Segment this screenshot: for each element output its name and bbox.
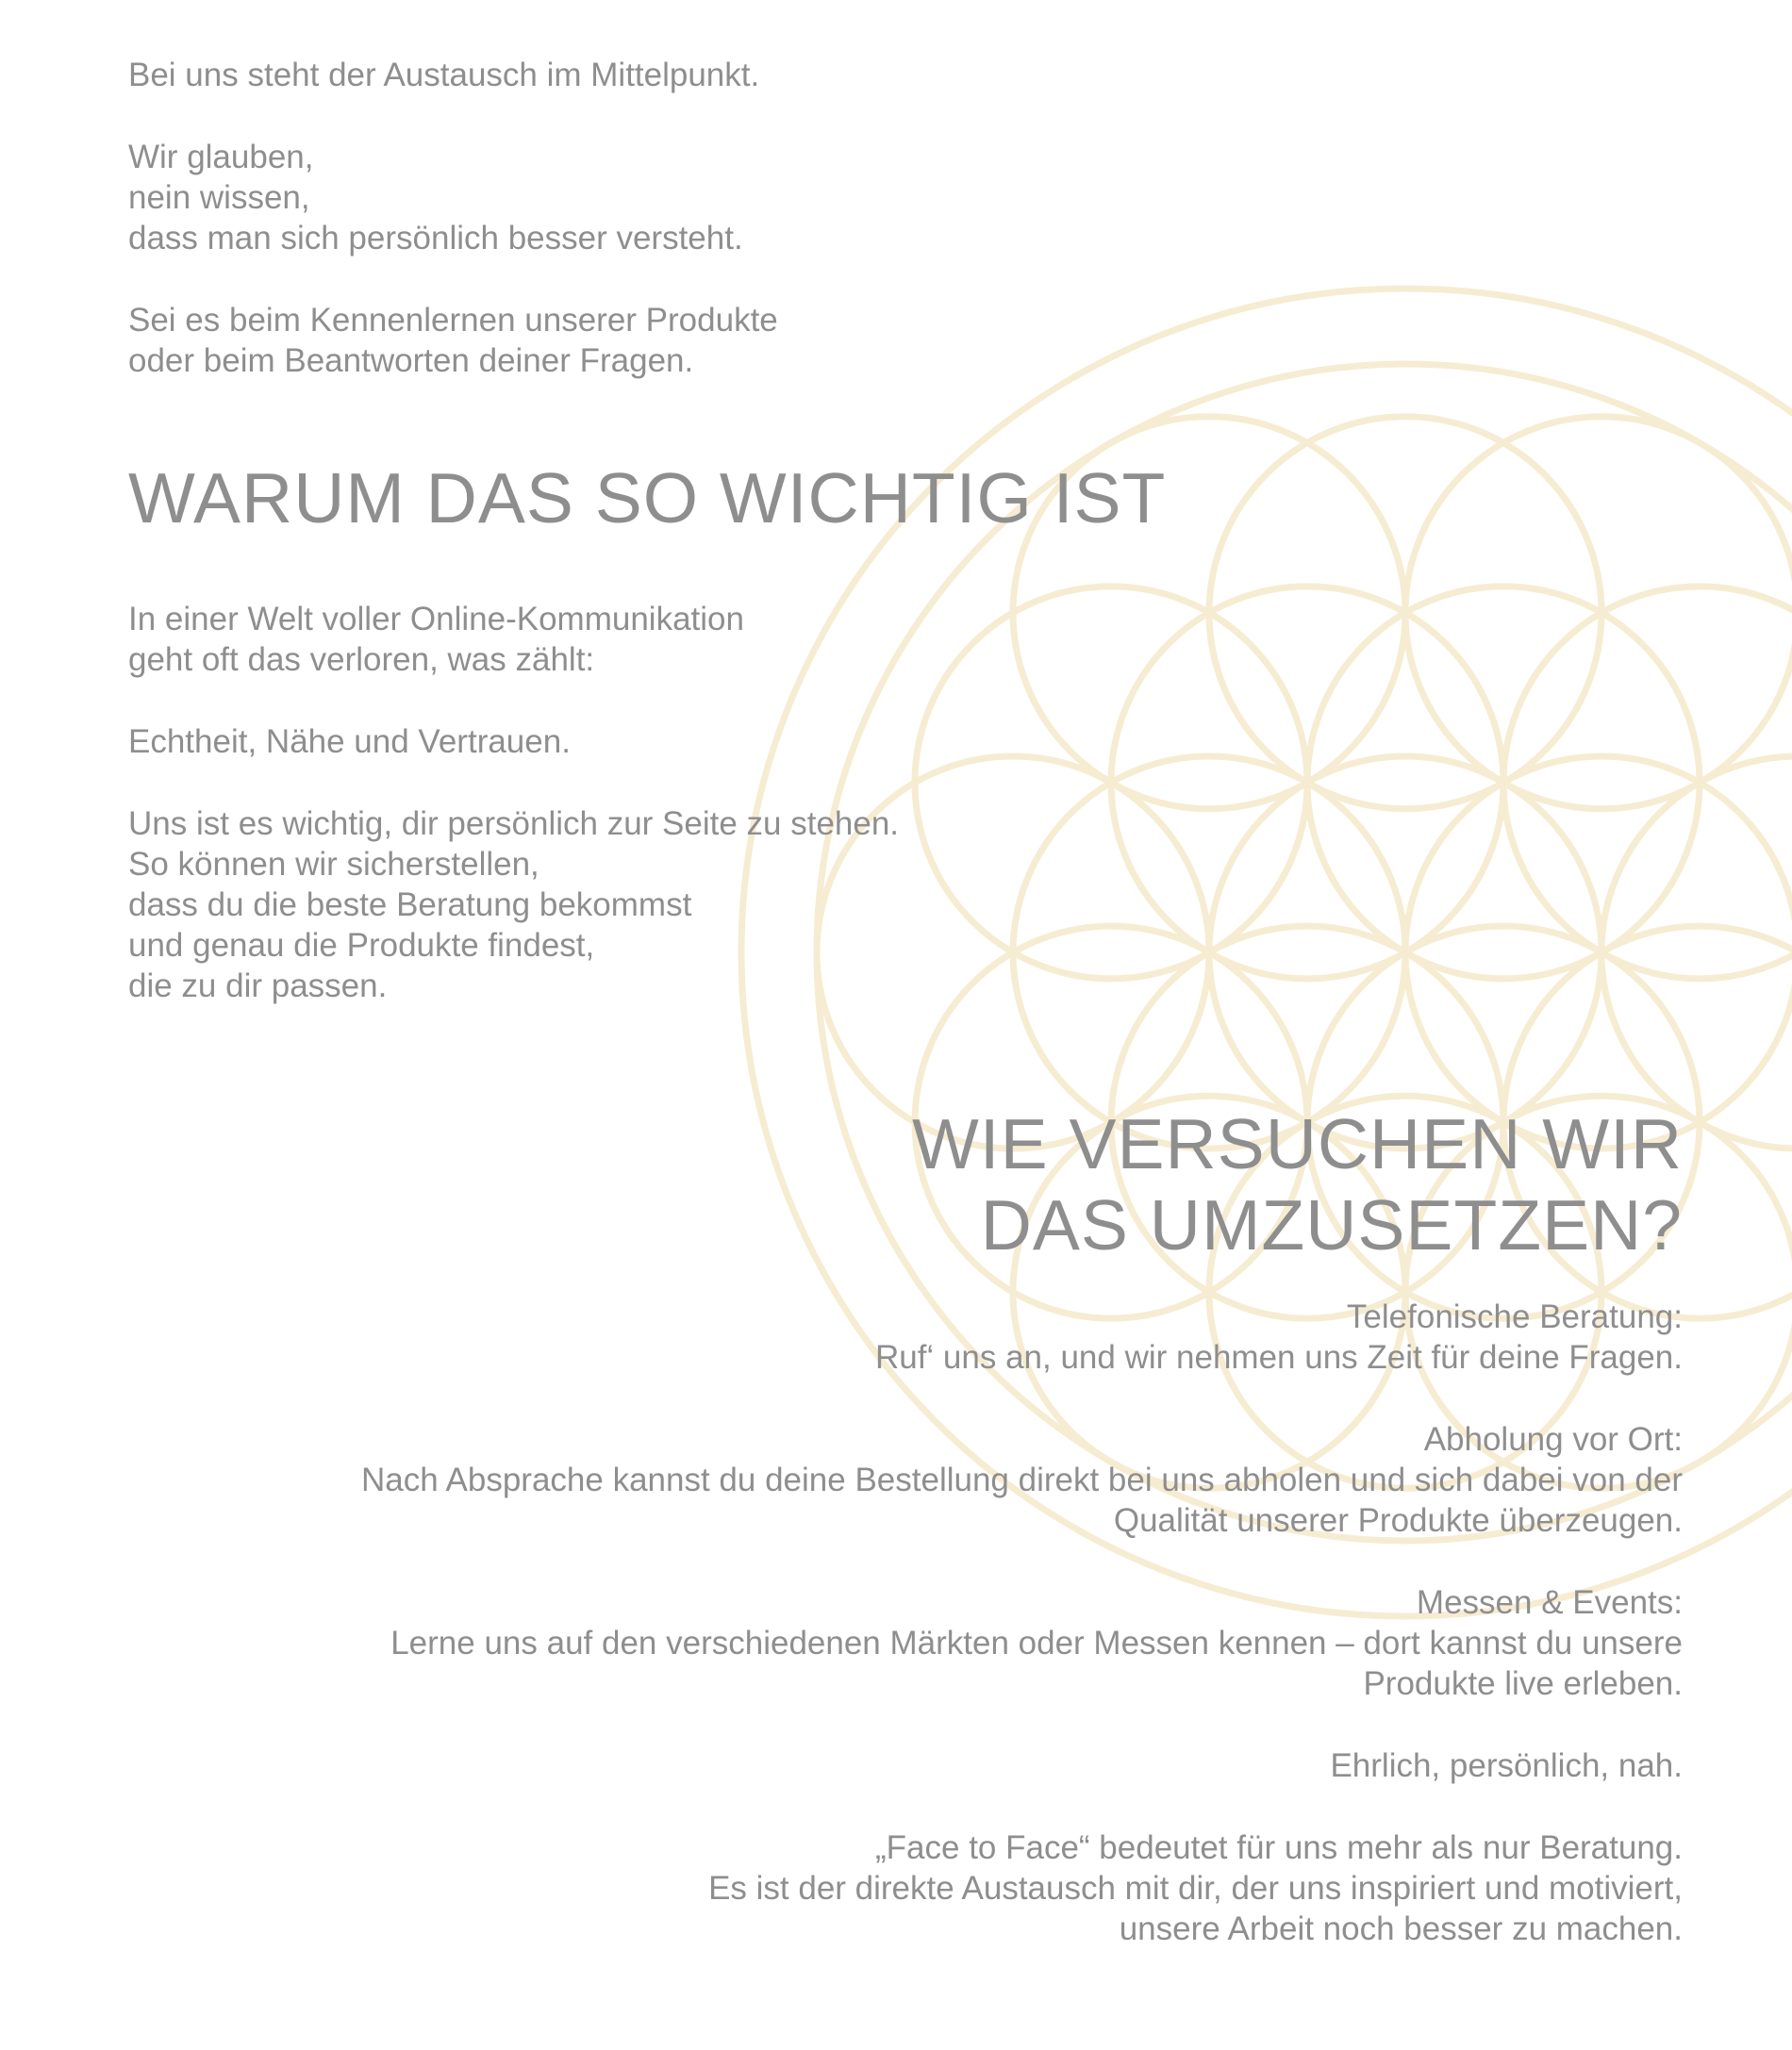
- how-heading: WIE VERSUCHEN WIR DAS UMZUSETZEN?: [911, 1104, 1683, 1265]
- events-text: Messen & Events: Lerne uns auf den verschiedenen Märkten oder Messen kennen – dort kannst du unsere Produkte live erleben.: [390, 1584, 1683, 1702]
- pickup-text: Abholung vor Ort: Nach Absprache kannst du deine Bestellung direkt bei uns abholen und sich dabei von der Qualität unserer Produkte überzeugen.: [361, 1421, 1683, 1539]
- why-paragraph-1: In einer Welt voller Online-Kommunikation geht oft das verloren, was zählt:: [128, 601, 744, 678]
- intro-paragraph-3: Sei es beim Kennenlernen unserer Produkte oder beim Beantworten deiner Fragen.: [128, 302, 778, 379]
- motto-text: Ehrlich, persönlich, nah.: [1330, 1747, 1683, 1784]
- intro-paragraph-2: Wir glauben, nein wissen, dass man sich persönlich besser versteht.: [128, 139, 743, 256]
- why-heading: WARUM DAS SO WICHTIG IST: [128, 458, 1167, 537]
- why-paragraph-2: Echtheit, Nähe und Vertrauen.: [128, 723, 571, 760]
- phone-consultation-text: Telefonische Beratung: Ruf‘ uns an, und wir nehmen uns Zeit für deine Fragen.: [874, 1298, 1683, 1376]
- closing-text: „Face to Face“ bedeutet für uns mehr als nur Beratung. Es ist der direkte Austausch mit dir, der uns inspiriert und motiviert, unsere Arbeit noch besser zu machen.: [708, 1829, 1683, 1947]
- intro-paragraph-1: Bei uns steht der Austausch im Mittelpunkt.: [128, 57, 760, 93]
- why-paragraph-3: Uns ist es wichtig, dir persönlich zur Seite zu stehen. So können wir sicherstellen, dass du die beste Beratung bekommst und genau die Produkte findest, die zu dir passen.: [128, 805, 900, 1004]
